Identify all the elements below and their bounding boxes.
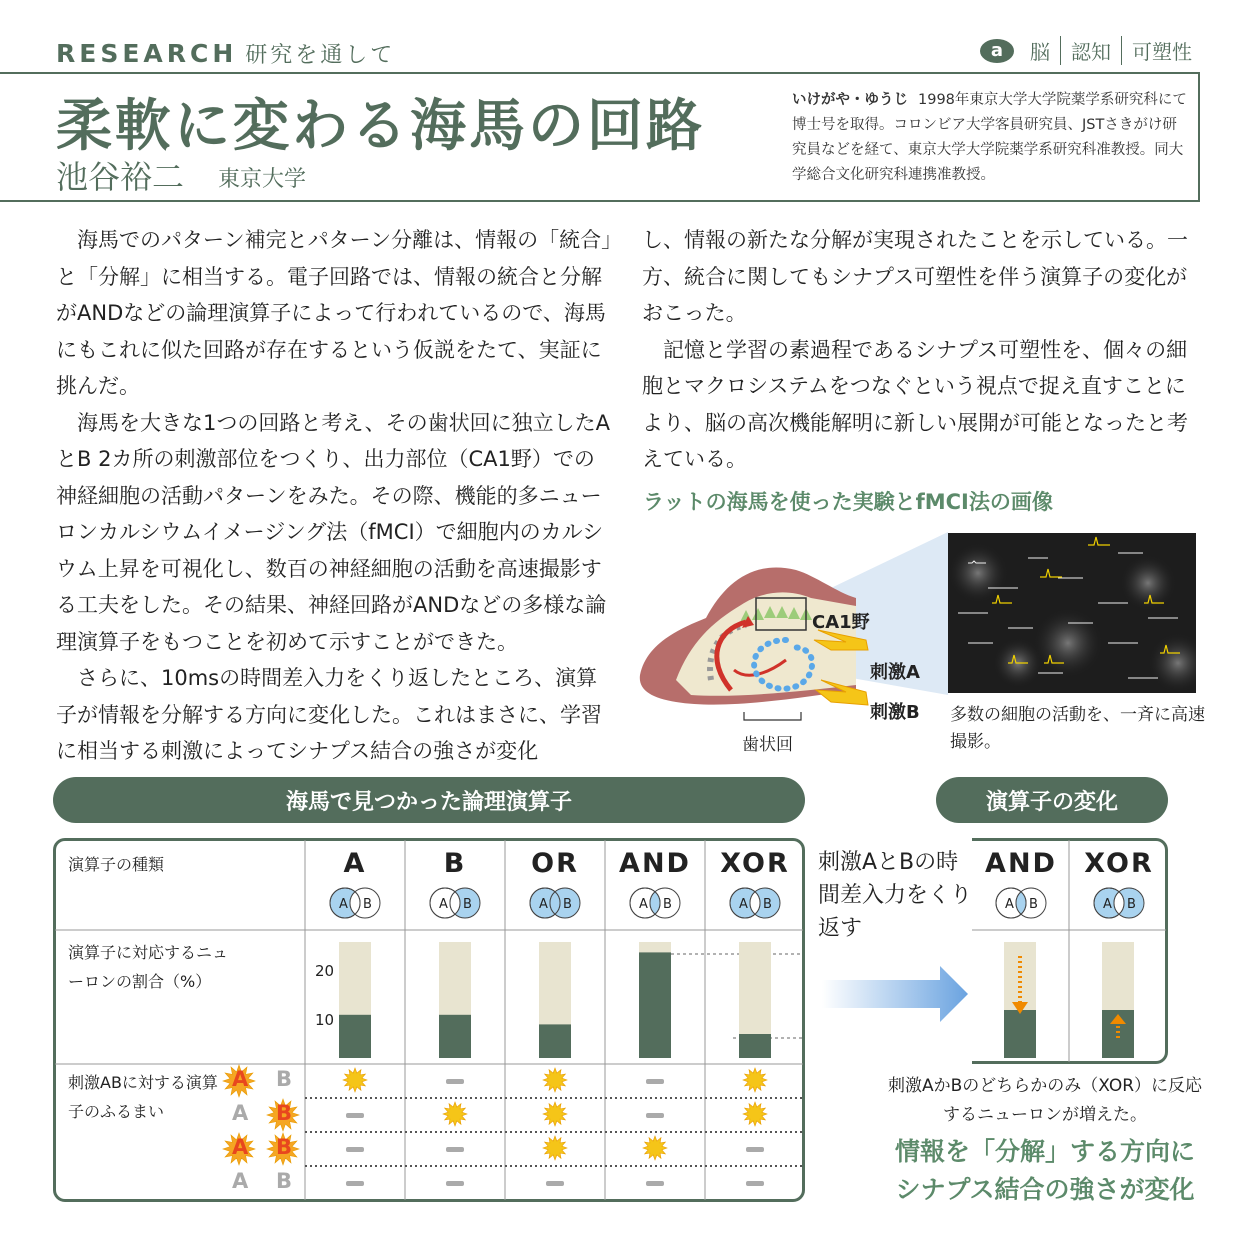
label-stim-b: 刺激B [870,702,920,723]
behavior-2-b [266,1098,300,1132]
conclusion-line-1: 情報を「分解」する方向に [894,1137,1195,1166]
no-response-dash [746,1147,764,1152]
bar-a [339,1015,371,1058]
series-label: RESEARCH 研究を通して [56,39,396,68]
change-chart [972,938,1168,1064]
op-header-a: A [343,848,367,879]
no-response-dash [546,1181,564,1186]
no-response-dash [346,1147,364,1152]
figure-title: ラットの海馬を使った実験とfMCI法の画像 [643,490,1053,514]
venn-xor-icon [725,886,785,920]
row-label-type: 演算子の種類 [68,855,165,874]
behavior-1-a-text: A [232,1067,249,1091]
change-arrow-icon [822,966,970,1022]
svg-text:B: B [1029,897,1038,912]
label-ca1: CA1野 [812,612,870,633]
svg-text:B: B [563,897,572,912]
behavior-2-a-text: A [232,1101,249,1125]
change-bar-and [1004,1010,1036,1058]
behavior-4-b [266,1166,300,1200]
svg-text:A: A [1103,897,1112,912]
affiliation: 東京大学 [218,167,307,192]
svg-text:B: B [1127,897,1136,912]
bio-text: 1998年東京大学大学院薬学系研究科にて博士号を取得。コロンビア大学客員研究員、JSTさきがけ研究員などを経て、東京大学大学院薬学系研究科准教授。同大学総合文化研究科連携准教授。 [792,92,1187,183]
repeat-text: 刺激AとBの時間差入力をくり返す [818,850,973,941]
paragraph-2: 海馬を大きな1つの回路と考え、その歯状回に独立したAとB 2カ所の刺激部位をつくり、出力部位（CA1野）での神経細胞の活動パターンをみた。その際、機能的多ニューロンカルシウムイメージング法（fMCI）で細胞内のカルシウム上昇を可視化し、数百の神経細胞の活動を高速撮影する工夫をした。その結果、神経回路がANDなどの多様な論理演算子をもつことを初めて示すことができた。 [56,410,610,654]
no-response-dash [346,1181,364,1186]
op-header-or: OR [531,848,579,879]
change-banner: 演算子の変化 [936,777,1168,823]
tick-20: 20 [315,962,335,980]
response-star-icon [342,1067,368,1093]
response-star-icon [542,1135,568,1161]
paragraph-1: 海馬でのパターン補完とパターン分離は、情報の「統合」と「分解」に相当する。電子回路では、情報の統合と分解がANDなどの論理演算子によって行われているので、海馬にもこれに似た回路が存在するという仮説をたて、実証に挑んだ。 [56,228,612,398]
paragraph-3b: し、情報の新たな分解が実現されたことを示している。一方、統合に関してもシナプス可塑性を伴う演算子の変化がおこった。 [642,228,1188,325]
no-response-dash [446,1181,464,1186]
svg-text:B: B [363,897,372,912]
conclusion-line-2: シナプス結合の強さが変化 [895,1175,1195,1204]
paragraph-4: 記憶と学習の素過程であるシナプス可塑性を、個々の細胞とマクロシステムをつなぐという視点で捉え直すことにより、脳の高次機能解明に新しい展開が可能となったと考えている。 [642,337,1188,471]
svg-text:A: A [1005,897,1014,912]
author-bio [792,88,1190,188]
no-response-dash [646,1181,664,1186]
change-note: 刺激AかBのどちらかのみ（XOR）に反応するニューロンが増えた。 [887,1076,1203,1125]
behavior-2-a [222,1098,256,1132]
label-stim-a: 刺激A [870,662,920,683]
behavior-4-b-text: B [276,1169,293,1193]
svg-text:A: A [539,897,548,912]
svg-text:B: B [763,897,772,912]
response-star-icon [642,1135,668,1161]
op-header-and: AND [619,848,691,879]
fmci-image [948,533,1196,693]
tag-plasticity: 可塑性 [1121,36,1202,65]
behavior-1-b-text: B [276,1067,293,1091]
no-response-dash [446,1079,464,1084]
photo-caption: 多数の細胞の活動を、一斉に高速撮影。 [950,705,1205,752]
op-header-b: B [443,848,467,879]
logo-icon: a [980,39,1014,63]
tag-list [980,36,1202,65]
bio-name: いけがや・ゆうじ [792,92,908,108]
change-header-and: AND [985,848,1057,879]
change-header-xor: XOR [1084,848,1154,879]
behavior-1-b [266,1064,300,1098]
bar-b [439,1015,471,1058]
behavior-1-a [222,1064,256,1098]
bar-and [639,952,671,1058]
svg-text:B: B [463,897,472,912]
venn-or-icon [525,886,585,920]
behavior-3-b-text: B [276,1135,293,1159]
tick-10: 10 [315,1011,335,1029]
no-response-dash [646,1079,664,1084]
response-star-icon [542,1101,568,1127]
no-response-dash [646,1113,664,1118]
fmci-traces [948,533,1196,693]
label-dentate: 歯状回 [742,735,793,755]
no-response-dash [746,1181,764,1186]
behavior-4-a [222,1166,256,1200]
behavior-4-a-text: A [232,1169,249,1193]
ratio-chart [305,938,805,1064]
tag-cognition: 認知 [1060,36,1121,65]
body-column-1 [56,222,612,770]
behavior-3-b [266,1132,300,1166]
venn-b-icon [425,886,485,920]
behavior-3-a [222,1132,256,1166]
behavior-2-b-text: B [276,1101,293,1125]
response-star-icon [742,1101,768,1127]
svg-text:A: A [639,897,648,912]
paragraph-3a: さらに、10msの時間差入力をくり返したところ、演算子が情報を分解する方向に変化した。これはまさに、学習に相当する刺激によってシナプス結合の強さが変化 [56,666,602,763]
bar-xor [739,1034,771,1058]
body-column-2 [642,222,1200,478]
response-star-icon [742,1067,768,1093]
author-name: 池谷裕二 [56,158,185,196]
hippocampus-diagram [636,530,956,760]
page-title: 柔軟に変わる海馬の回路 [56,94,705,159]
response-star-icon [442,1101,468,1127]
behavior-3-a-text: A [232,1135,249,1159]
svg-text:A: A [739,897,748,912]
dentate-bracket [744,712,801,720]
venn-and-icon [625,886,685,920]
venn-a-icon [325,886,385,920]
table-banner: 海馬で見つかった論理演算子 [53,777,805,823]
no-response-dash [346,1113,364,1118]
svg-text:A: A [339,897,348,912]
svg-text:A: A [439,897,448,912]
op-header-xor: XOR [720,848,790,879]
no-response-dash [446,1147,464,1152]
tag-brain: 脳 [1030,40,1050,64]
bar-or [539,1024,571,1058]
row-label-ratio: 演算子に対応するニューロンの割合（%） [68,943,229,991]
response-star-icon [542,1067,568,1093]
series-sub: 研究を通して [245,43,396,68]
row-label-behavior: 刺激ABに対する演算子のふるまい [68,1073,218,1121]
svg-text:B: B [663,897,672,912]
